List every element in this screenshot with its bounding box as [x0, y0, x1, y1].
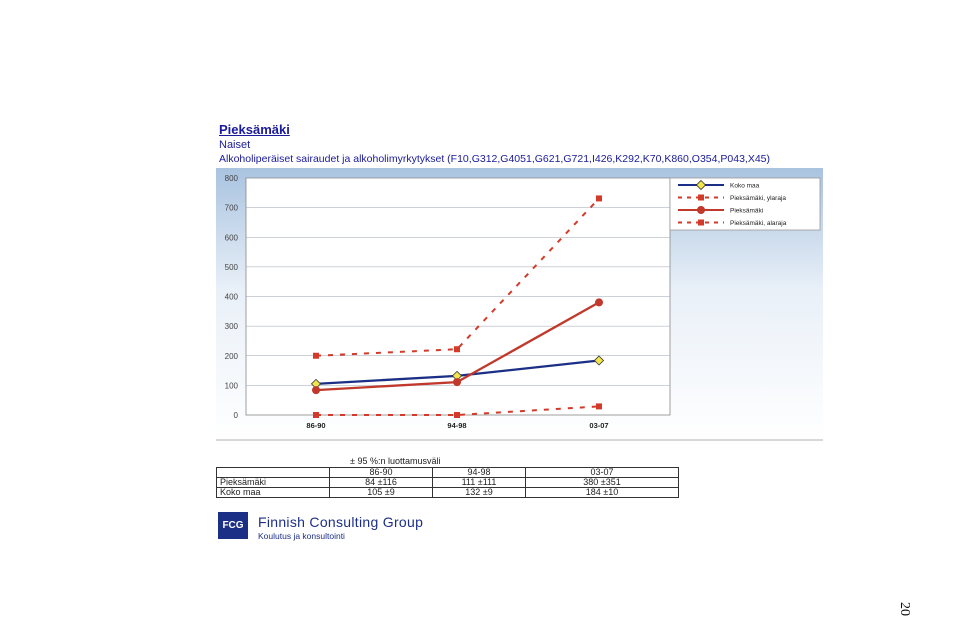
- table-cell: 84 ±116: [330, 478, 433, 488]
- table-row: [217, 488, 679, 498]
- data-point: [313, 353, 319, 359]
- table-caption: ± 95 %:n luottamusväli: [350, 456, 441, 466]
- table-cell: 184 ±10: [526, 488, 679, 498]
- data-point: [596, 403, 602, 409]
- x-tick-label: 86-90: [306, 421, 326, 430]
- data-point: [698, 195, 704, 201]
- data-point: [595, 298, 603, 306]
- legend-label: Pieksämäki, alaraja: [730, 220, 787, 227]
- table-row-label: Koko maa: [217, 488, 330, 498]
- legend-label: Koko maa: [730, 182, 760, 190]
- data-point: [697, 206, 705, 214]
- table-row-label: Pieksämäki: [217, 478, 330, 488]
- data-point: [454, 346, 460, 352]
- table-cell: 105 ±9: [330, 488, 433, 498]
- table-col-header: 03-07: [526, 468, 679, 478]
- page-number: 20: [897, 602, 912, 616]
- data-point: [698, 220, 704, 226]
- x-tick-label: 94-98: [447, 421, 467, 430]
- y-tick-label: 0: [233, 411, 238, 420]
- y-tick-label: 400: [224, 292, 238, 302]
- data-point: [454, 412, 460, 418]
- y-tick-label: 200: [224, 351, 238, 361]
- chart-description: Alkoholiperäiset sairaudet ja alkoholimyrkytykset (F10,G312,G4051,G621,G721,I426,K292,K70,K860,O354,P043,X45): [219, 153, 770, 165]
- logo-text: FCG: [222, 520, 244, 531]
- page-subtitle: Naiset: [219, 139, 251, 151]
- y-tick-label: 700: [224, 203, 238, 213]
- y-tick-label: 300: [224, 322, 238, 332]
- company-logo: [218, 512, 248, 539]
- table-col-header: 94-98: [433, 468, 526, 478]
- y-tick-label: 500: [224, 262, 238, 272]
- y-tick-label: 100: [224, 381, 238, 391]
- x-tick-label: 03-07: [589, 421, 609, 430]
- data-point: [312, 386, 320, 394]
- company-name: Finnish Consulting Group: [258, 514, 424, 530]
- confidence-table: [216, 467, 679, 498]
- data-point: [596, 195, 602, 201]
- table-row: [217, 478, 679, 488]
- y-tick-label: 600: [224, 233, 238, 243]
- table-col-header: 86-90: [330, 468, 433, 478]
- company-tagline: Koulutus ja konsultointi: [258, 531, 345, 541]
- legend-label: Pieksämäki, ylaraja: [730, 195, 786, 202]
- legend-label: Pieksämäki: [730, 207, 764, 215]
- table-header-row: [217, 468, 679, 478]
- table-cell: 380 ±351: [526, 478, 679, 488]
- table-cell: 111 ±111: [433, 478, 526, 488]
- table-cell: 132 ±9: [433, 488, 526, 498]
- y-tick-label: 800: [224, 174, 238, 183]
- data-point: [453, 378, 461, 386]
- page-title: Pieksämäki: [219, 122, 290, 137]
- data-point: [313, 412, 319, 418]
- table-corner-cell: [217, 468, 330, 478]
